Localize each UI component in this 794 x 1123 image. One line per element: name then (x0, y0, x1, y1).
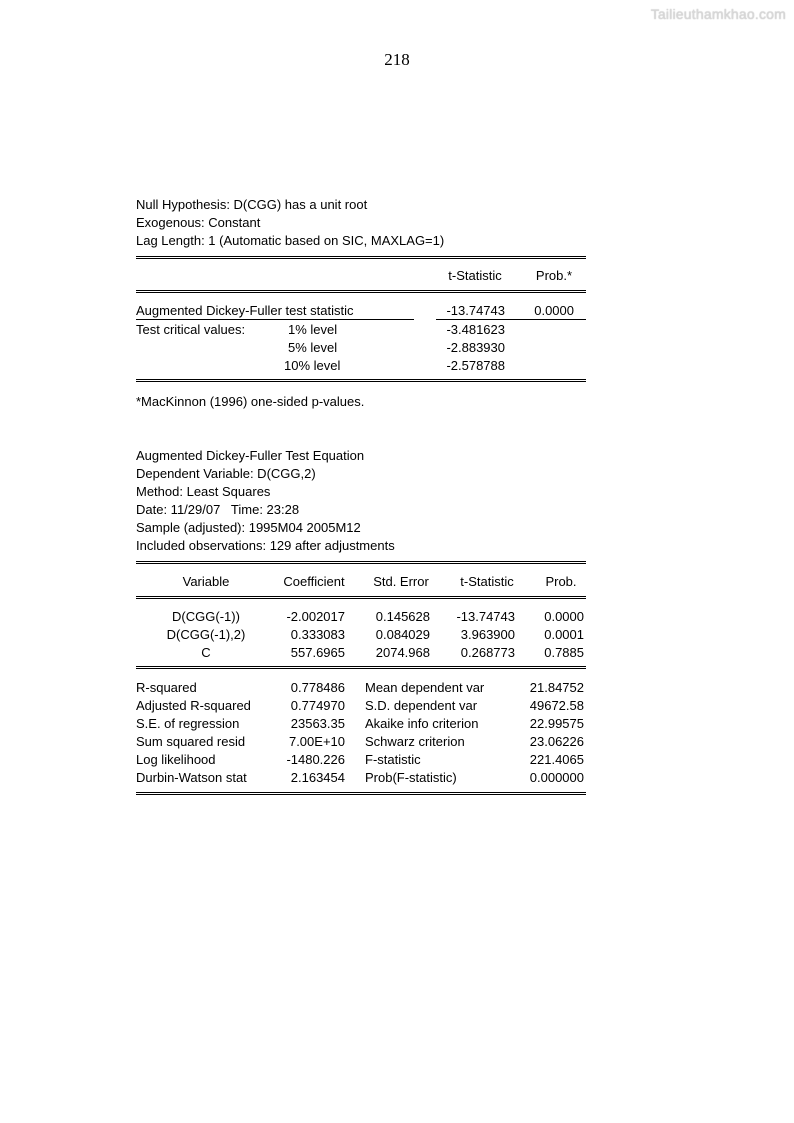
table-cell: -2.002017 (286, 609, 345, 624)
critical-level: 1% level (288, 322, 338, 337)
stat-label: Schwarz criterion (365, 734, 465, 749)
table-cell: -13.74743 (456, 609, 515, 624)
stat-value: 23563.35 (290, 716, 345, 731)
stat-label: S.D. dependent var (365, 698, 478, 713)
test-equation-header (136, 447, 586, 555)
critical-value: -2.578788 (446, 358, 505, 373)
stat-value: 2.163454 (290, 770, 345, 785)
critical-level: 10% level (284, 358, 341, 373)
adf-statistic-prob: 0.0000 (534, 303, 574, 318)
table-cell: 0.268773 (460, 645, 515, 660)
stat-value: 49672.58 (529, 698, 584, 713)
table-cell: 0.0000 (544, 609, 584, 624)
col-variable: Variable (182, 574, 230, 589)
critical-values-label: Test critical values: (136, 322, 246, 337)
col-coefficient: Coefficient (283, 574, 345, 589)
stat-value: 22.99575 (529, 716, 584, 731)
table-cell: 3.963900 (460, 627, 515, 642)
adf-header-line: Null Hypothesis: D(CGG) has a unit root (136, 197, 368, 212)
stat-label: Log likelihood (136, 752, 216, 767)
adf-test-block (136, 196, 586, 250)
table-rule (136, 379, 586, 382)
stat-label: Sum squared resid (136, 734, 246, 749)
col-t-statistic: t-Statistic (448, 268, 502, 283)
adf-header-line: Exogenous: Constant (136, 215, 261, 230)
table-cell: D(CGG(-1),2) (166, 627, 246, 642)
equation-header-line: Method: Least Squares (136, 484, 271, 499)
table-rule (136, 256, 586, 259)
stat-label: Prob(F-statistic) (365, 770, 457, 785)
footnote: *MacKinnon (1996) one-sided p-values. (136, 394, 365, 409)
stat-value: -1480.226 (286, 752, 345, 767)
adf-header-line: Lag Length: 1 (Automatic based on SIC, MAXLAG=1) (136, 233, 445, 248)
equation-header-line: Sample (adjusted): 1995M04 2005M12 (136, 520, 361, 535)
equation-header-line: Dependent Variable: D(CGG,2) (136, 466, 316, 481)
table-cell: C (201, 645, 211, 660)
col-prob: Prob. (545, 574, 577, 589)
equation-header-line: Included observations: 129 after adjustments (136, 538, 395, 553)
table-cell: 0.0001 (544, 627, 584, 642)
table-rule (136, 290, 586, 293)
critical-value: -3.481623 (446, 322, 505, 337)
stat-label: R-squared (136, 680, 197, 695)
table-cell: D(CGG(-1)) (172, 609, 240, 624)
page-number: 218 (384, 50, 410, 69)
stat-label: Akaike info criterion (365, 716, 479, 731)
stat-value: 21.84752 (529, 680, 584, 695)
table-cell: 0.333083 (290, 627, 345, 642)
table-cell: 557.6965 (290, 645, 345, 660)
underline (136, 319, 414, 320)
table-cell: 0.145628 (375, 609, 430, 624)
col-std-error: Std. Error (373, 574, 429, 589)
underline (436, 319, 586, 320)
table-rule (136, 561, 586, 564)
equation-header-line: Date: 11/29/07 Time: 23:28 (136, 502, 300, 517)
table-rule (136, 666, 586, 669)
stat-value: 0.774970 (290, 698, 345, 713)
adf-statistic-value: -13.74743 (446, 303, 505, 318)
critical-level: 5% level (288, 340, 338, 355)
table-rule (136, 596, 586, 599)
stat-label: F-statistic (365, 752, 421, 767)
stat-value: 221.4065 (529, 752, 584, 767)
critical-value: -2.883930 (446, 340, 505, 355)
stat-value: 7.00E+10 (288, 734, 345, 749)
table-cell: 0.7885 (544, 645, 584, 660)
stat-value: 23.06226 (529, 734, 584, 749)
col-t-statistic: t-Statistic (460, 574, 514, 589)
table-cell: 0.084029 (375, 627, 430, 642)
equation-header-line: Augmented Dickey-Fuller Test Equation (136, 448, 365, 463)
watermark: Tailieuthamkhao.com (650, 6, 786, 22)
table-cell: 2074.968 (375, 645, 430, 660)
stat-value: 0.000000 (529, 770, 584, 785)
stat-label: S.E. of regression (136, 716, 240, 731)
stat-label: Durbin-Watson stat (136, 770, 247, 785)
stat-label: Mean dependent var (365, 680, 485, 695)
table-rule (136, 792, 586, 795)
stat-label: Adjusted R-squared (136, 698, 251, 713)
col-prob: Prob.* (535, 268, 573, 283)
adf-statistic-label: Augmented Dickey-Fuller test statistic (136, 303, 354, 318)
stat-value: 0.778486 (290, 680, 345, 695)
